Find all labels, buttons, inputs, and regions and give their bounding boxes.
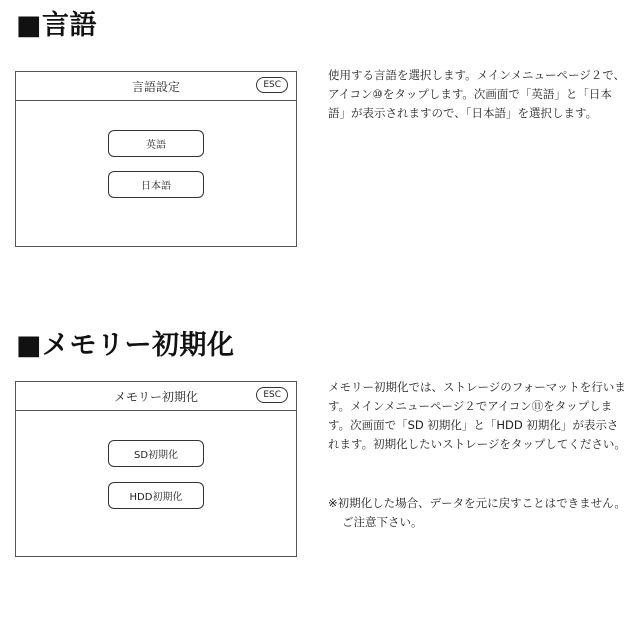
screen-titlebar — [16, 72, 296, 101]
memory-section-heading: ■メモリー初期化 — [16, 330, 235, 361]
sd-init-button[interactable]: SD初期化 — [108, 440, 204, 467]
memory-init-screen — [15, 381, 297, 557]
screen-titlebar — [16, 382, 296, 411]
english-option-button[interactable]: 英語 — [108, 130, 204, 157]
esc-button[interactable]: ESC — [256, 77, 288, 93]
language-section-heading: ■言語 — [16, 10, 98, 41]
memory-description: メモリー初期化では、ストレージのフォーマットを行います。メインメニューページ２でアイコン⑪をタップします。次画面で「SD 初期化」と「HDD 初期化」が表示されます。初期化したいストレージをタップしてください。 — [328, 380, 626, 451]
esc-button[interactable]: ESC — [256, 387, 288, 403]
language-description: 使用する言語を選択します。メインメニューページ２で、アイコン⑩をタップします。次画面で「英語」と「日本語」が表示されますので、「日本語」を選択します。 — [328, 68, 626, 120]
memory-warning-note: ※初期化した場合、データを元に戻すことはできません。ご注意下さい。 — [328, 496, 626, 529]
hdd-init-button[interactable]: HDD初期化 — [108, 482, 204, 509]
screen-title: メモリー初期化 — [113, 389, 198, 404]
language-settings-screen — [15, 71, 297, 247]
japanese-option-button[interactable]: 日本語 — [108, 171, 204, 198]
screen-title: 言語設定 — [131, 79, 180, 94]
